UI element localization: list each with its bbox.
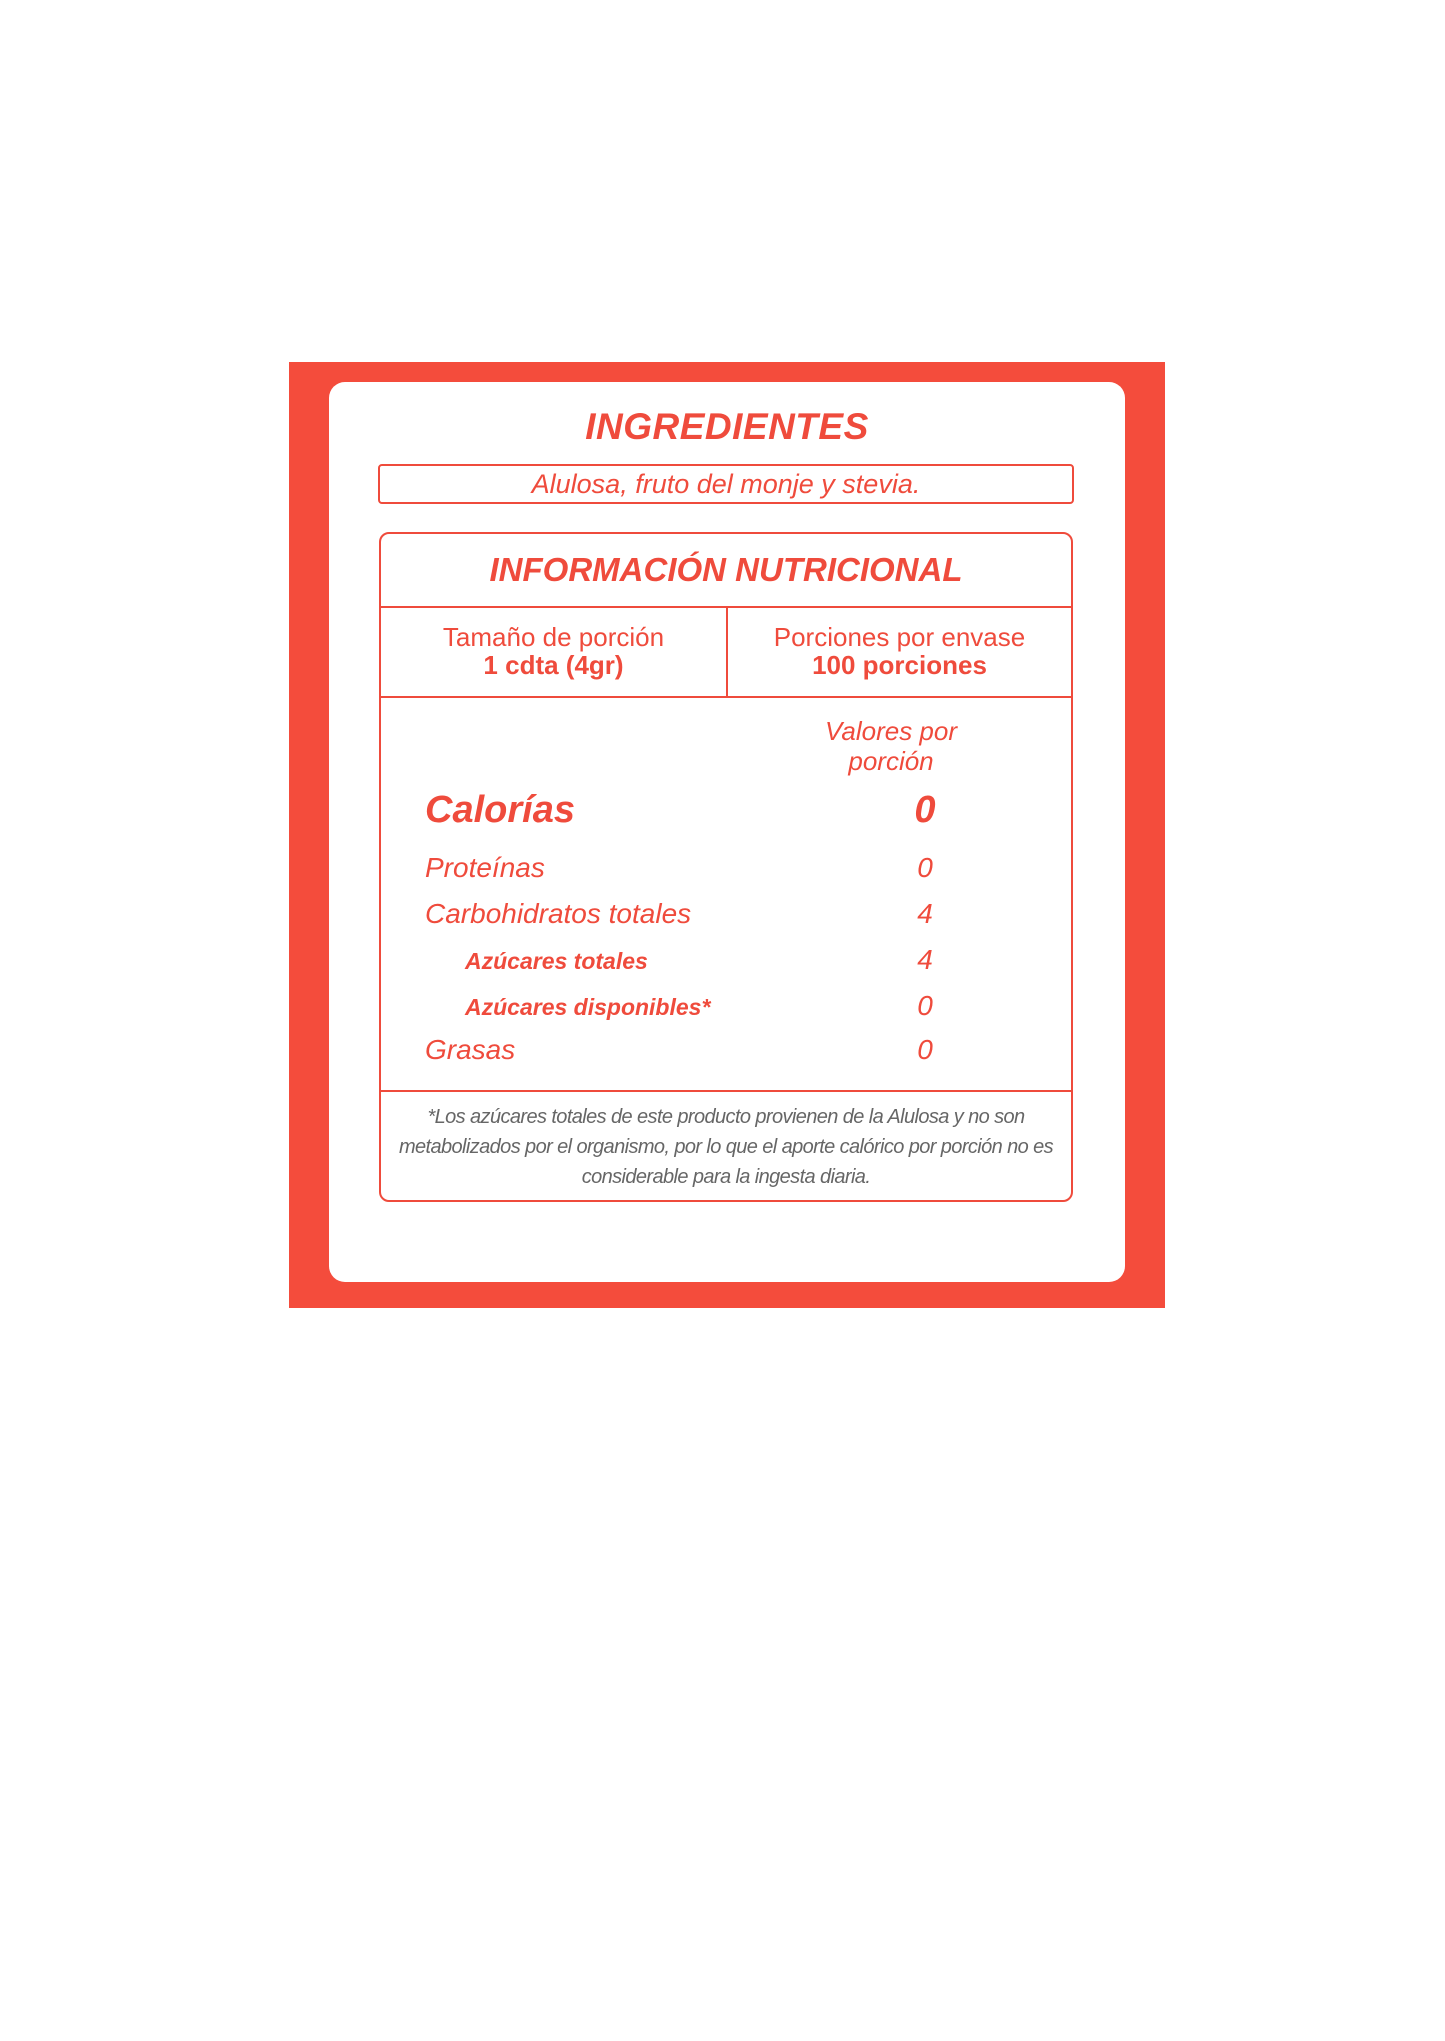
nutrition-title: INFORMACIÓN NUTRICIONAL <box>381 534 1071 608</box>
nutrient-name: Proteínas <box>425 852 545 883</box>
servings-per-container-label: Porciones por envase <box>773 622 1026 652</box>
serving-size-label: Tamaño de porción <box>442 622 665 652</box>
footnote-text: *Los azúcares totales de este producto provienen de la Alulosa y no son metabolizados por el organismo, por lo que el aporte calórico por porción no es considerable para la ingesta diaria. <box>398 1106 1054 1188</box>
ingredients-title: INGREDIENTES <box>585 406 869 447</box>
servings-per-container-value: 100 porciones <box>812 650 987 680</box>
nutrient-name: Azúcares disponibles* <box>465 994 711 1020</box>
serving-size-value: 1 cdta (4gr) <box>483 650 624 680</box>
values-per-serving-header: Valores por porción <box>825 716 957 776</box>
nutrient-value: 0 <box>917 852 933 883</box>
nutrition-label-frame <box>289 362 1165 1308</box>
footnote-section <box>381 1090 1071 1202</box>
calories-label: Calorías <box>425 789 575 831</box>
nutrient-value: 4 <box>917 898 933 929</box>
nutrient-value: 4 <box>917 944 933 975</box>
nutrient-name: Grasas <box>425 1034 516 1065</box>
ingredients-text: Alulosa, fruto del monje y stevia. <box>531 468 921 499</box>
nutrient-value: 0 <box>917 990 933 1021</box>
nutrient-value: 0 <box>917 1034 933 1065</box>
serving-info-row <box>381 606 1071 698</box>
label-card <box>329 382 1125 1282</box>
serving-size-cell <box>381 606 728 696</box>
nutrient-name: Azúcares totales <box>465 948 648 974</box>
nutrition-table <box>379 532 1073 1202</box>
servings-per-container-cell <box>728 606 1071 696</box>
calories-value: 0 <box>914 789 936 831</box>
ingredients-box <box>378 464 1074 504</box>
nutrient-name: Carbohidratos totales <box>425 898 692 929</box>
